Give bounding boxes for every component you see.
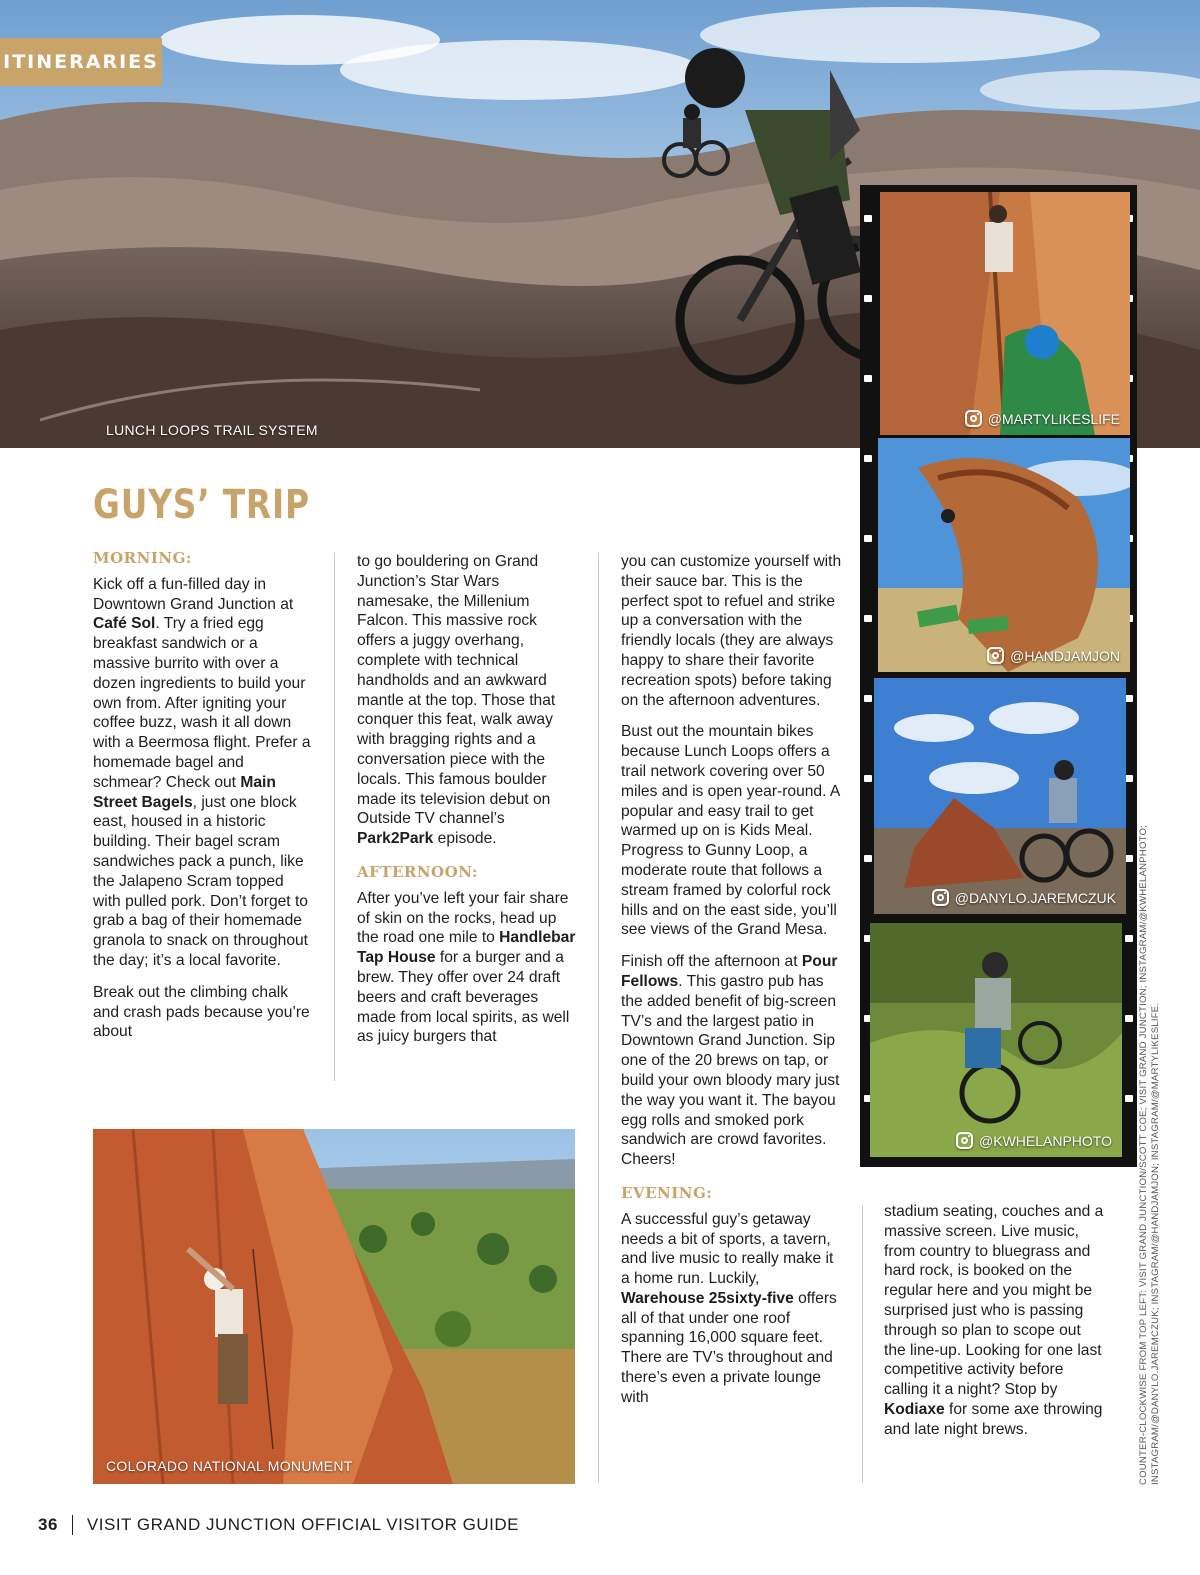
evening-paragraph-1: A successful guy’s getaway needs a bit of sports, a tavern, and live music to really make it a home run. Luckily, Warehouse 25sixty-five offers all of that under one roof spanning 16,000 square feet. There are TV’s throughout and there’s even a private lounge with bbox=[621, 1210, 837, 1406]
section-tag: ITINERARIES bbox=[0, 38, 162, 86]
morning-paragraph-2: Break out the climbing chalk and crash pads because you’re about bbox=[93, 983, 310, 1041]
film-frame-1-handle bbox=[965, 410, 1120, 427]
climbing-photo bbox=[93, 1129, 575, 1484]
hero-caption: LUNCH LOOPS TRAIL SYSTEM bbox=[106, 422, 318, 438]
instagram-icon bbox=[965, 410, 982, 427]
colorado-national-monument-image bbox=[93, 1129, 575, 1484]
main-street-bagels-name: Main Street Bagels bbox=[93, 773, 276, 811]
climbing-photo-caption: COLORADO NATIONAL MONUMENT bbox=[106, 1458, 353, 1474]
film-frame-2 bbox=[878, 438, 1130, 672]
column-divider-1 bbox=[334, 553, 335, 1081]
instagram-handle: @KWHELANPHOTO bbox=[979, 1132, 1112, 1149]
rock-climbers-image bbox=[880, 192, 1130, 435]
film-frame-2-handle bbox=[987, 647, 1120, 664]
trail-rider-image bbox=[870, 923, 1122, 1157]
publication-title: VISIT GRAND JUNCTION OFFICIAL VISITOR GUIDE bbox=[86, 1515, 519, 1534]
kodiaxe-name: Kodiaxe bbox=[884, 1400, 945, 1418]
afternoon-paragraph-4: Finish off the afternoon at Pour Fellows. This gastro pub has the added benefit of big-screen TV’s and the largest patio in Downtown Grand Junction. Sip one of the 20 brews on tap, or build your own bloody mary just the way you want it. The bayou egg rolls and smoked pork sandwich are crowd favorites. Cheers! bbox=[621, 953, 840, 1169]
mountain-biker-image bbox=[874, 678, 1126, 914]
film-frame-4 bbox=[870, 923, 1122, 1157]
film-strip bbox=[860, 185, 1137, 1167]
column-divider-3 bbox=[862, 1205, 863, 1483]
evening-paragraph-2: stadium seating, couches and a massive screen. Live music, from country to bluegrass and hard rock, is booked on the regular here and you might be surprised just who is passing through so plan to scope out the line-up. Looking for one last competitive activity before calling it a night? Stop by Kodiaxe for some axe throwing and late night brews. bbox=[884, 1203, 1104, 1438]
morning-paragraph-1: Kick off a fun-filled day in Downtown Grand Junction at Café Sol. Try a fried egg breakfast sandwich or a massive burrito with over a dozen ingredients to build your own from. After igniting your coffee buzz, wash it all down with a Beermosa flight. Prefer a homemade bagel and schmear? Check out Main Street Bagels, just one block east, housed in a historic building. Their bagel scram sandwiches pack a punch, like the Jalapeno Scram topped with pulled pork. Don’t forget to grab a bag of their homemade granola to snack on throughout the day; it’s a local favorite. bbox=[93, 575, 311, 969]
instagram-handle: @DANYLO.JAREMCZUK bbox=[954, 889, 1116, 906]
afternoon-paragraph-2: you can customize yourself with their sauce bar. This is the perfect spot to refuel and strike up a conversation with the friendly locals (they are always happy to share their favorite recreation spots) before taking on the afternoon adventures. bbox=[621, 553, 842, 709]
article-headline: GUYS’ TRIP bbox=[93, 482, 310, 528]
bouldering-image bbox=[878, 438, 1130, 672]
column-3 bbox=[621, 552, 843, 1420]
cafe-sol-name: Café Sol bbox=[93, 615, 156, 633]
afternoon-paragraph-3: Bust out the mountain bikes because Lunch Loops offers a trail network covering over 50 miles and is open year-round. A popular and easy trail to get warmed up on is Kids Meal. Progress to Gunny Loop, a moderate route that follows a stream framed by colorful rock hills and on the east side, you’ll see views of the Grand Mesa. bbox=[621, 723, 840, 939]
evening-heading: EVENING: bbox=[621, 1183, 713, 1202]
afternoon-paragraph-1: After you’ve left your fair share of skin on the rocks, head up the road one mile to Handlebar Tap House for a burger and a brew. They offer over 24 draft beers and craft beverages made from local spirits, as well as juicy burgers that bbox=[357, 889, 576, 1046]
pour-fellows-name: Pour Fellows bbox=[621, 953, 838, 990]
handlebar-tap-house-name: Handlebar Tap House bbox=[357, 929, 576, 967]
page-footer bbox=[38, 1515, 519, 1535]
film-frame-3-handle bbox=[932, 889, 1116, 906]
column-4 bbox=[884, 1202, 1106, 1452]
park2park-name: Park2Park bbox=[357, 830, 434, 848]
instagram-icon bbox=[956, 1132, 973, 1149]
photo-credit: COUNTER-CLOCKWISE FROM TOP LEFT: VISIT GRAND JUNCTION/SCOTT COE; VISIT GRAND JUNCTION; INSTAGRAM/@KWHELANPHOTO; INSTAGRAM/@DANYLO.JAREMCZUK; INSTAGRAM/@HANDJAMJON; INSTAGRAM/@MARTYLIKESLIFE. bbox=[1138, 824, 1161, 1485]
page-number: 36 bbox=[38, 1515, 58, 1534]
film-frame-1 bbox=[880, 192, 1130, 435]
instagram-icon bbox=[987, 647, 1004, 664]
column-2 bbox=[357, 552, 579, 1059]
column-1 bbox=[93, 549, 315, 1054]
film-frame-4-handle bbox=[956, 1132, 1112, 1149]
morning-paragraph-3: to go bouldering on Grand Junction’s Star Wars namesake, the Millenium Falcon. This massive rock offers a juggy overhang, complete with technical handholds and an awkward mantle at the top. Those that conquer this feat, walk away with bragging rights and a conversation piece with the locals. This famous boulder made its television debut on Outside TV channel’s Park2Park episode. bbox=[357, 553, 556, 848]
warehouse-name: Warehouse 25sixty-five bbox=[621, 1289, 794, 1307]
footer-divider bbox=[72, 1515, 73, 1535]
instagram-handle: @HANDJAMJON bbox=[1010, 647, 1120, 664]
instagram-handle: @MARTYLIKESLIFE bbox=[987, 410, 1120, 427]
column-divider-2 bbox=[598, 553, 599, 1483]
afternoon-heading: AFTERNOON: bbox=[357, 862, 478, 881]
morning-heading: MORNING: bbox=[93, 549, 192, 567]
instagram-icon bbox=[932, 889, 949, 906]
film-frame-3 bbox=[874, 678, 1126, 914]
